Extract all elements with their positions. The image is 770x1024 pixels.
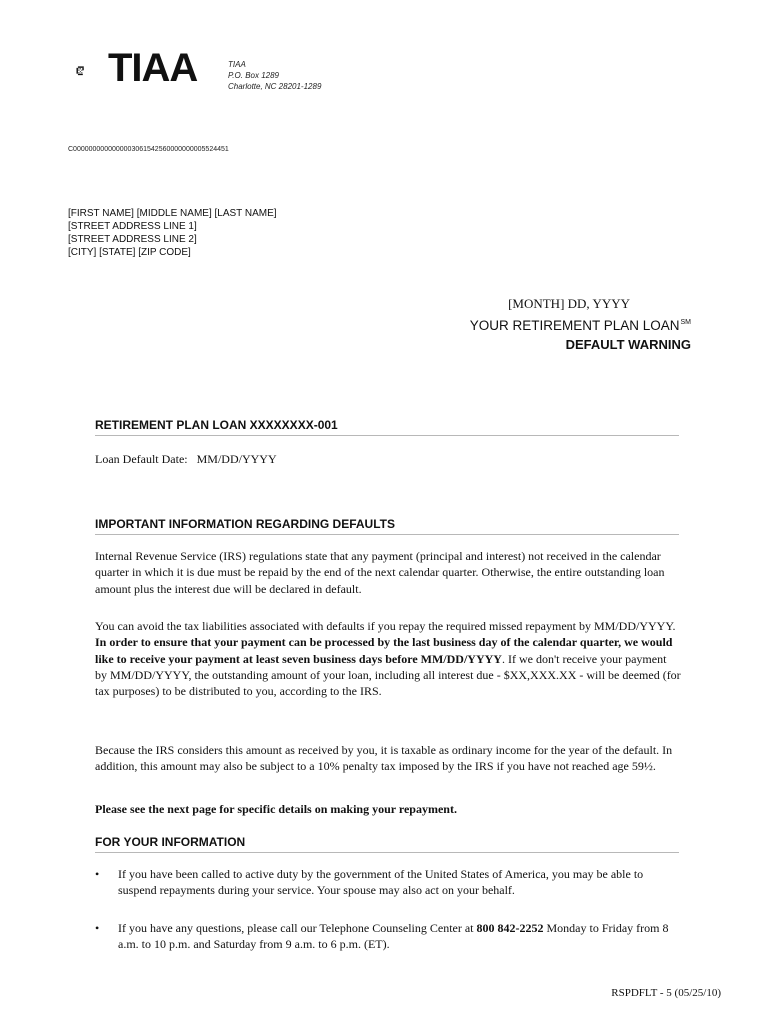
para2-text-a: You can avoid the tax liabilities associated with defaults if you repay the required missed repayment by MM/DD/YYYY. — [95, 619, 676, 633]
recipient-line: [STREET ADDRESS LINE 2] — [68, 234, 197, 245]
bullet-icon: • — [95, 867, 100, 881]
loan-default-date — [95, 451, 681, 467]
default-date-value: MM/DD/YYYY — [196, 452, 277, 466]
bullet-text — [118, 920, 681, 953]
important-para-2 — [95, 618, 681, 699]
return-address-line: P.O. Box 1289 — [228, 71, 279, 80]
phone-number: 800 842-2252 — [476, 921, 544, 935]
para2-text-bold: In order to ensure that your payment can be processed by the last business day of the calendar quarter, we would like to receive your payment at least seven business days before MM/DD/YYYY — [95, 635, 673, 666]
info-section-heading: FOR YOUR INFORMATION — [95, 835, 679, 853]
loan-section-heading: RETIREMENT PLAN LOAN XXXXXXXX-001 — [95, 418, 679, 436]
important-para-1: Internal Revenue Service (IRS) regulations state that any payment (principal and interest) not received in the calendar quarter in which it is due must be repaid by the end of the next calendar quarter. Otherwise, the entire outstanding loan amount plus the interest due will be declared in default. — [95, 549, 665, 596]
bullet-text: If you have been called to active duty by the government of the United States of America, you may be able to suspend repayments during your service. Your spouse may also act on your behalf. — [118, 867, 644, 898]
letter-title-text: YOUR RETIREMENT PLAN LOAN — [469, 318, 680, 333]
info-bullet-2 — [95, 920, 681, 953]
return-address — [228, 59, 321, 92]
important-para-4: Please see the next page for specific details on making your repayment. — [95, 802, 457, 816]
return-address-line: Charlotte, NC 28201-1289 — [228, 82, 322, 91]
para2-text-b: . If we don't receive your payment by MM/DD/YYYY, the outstanding amount of your loan, including all interest due - $XX,XXX.XX - will be deemed (for tax purposes) to be distributed to you, according to the IRS. — [95, 651, 681, 699]
logo-wordmark: TIAA — [108, 46, 198, 90]
important-para-3: Because the IRS considers this amount as received by you, it is taxable as ordinary income for the year of the default. In addition, this amount may also be subject to a 10% penalty tax imposed by the IRS if you have not reached age 59½. — [95, 743, 673, 774]
bullet-icon: • — [95, 921, 100, 935]
return-address-line: TIAA — [228, 60, 246, 69]
info-bullet-1 — [95, 866, 681, 899]
tiaa-logo-icon — [76, 52, 110, 90]
letter-subtitle: DEFAULT WARNING — [565, 337, 691, 352]
default-date-label: Loan Default Date: — [95, 452, 188, 466]
letter-title — [470, 318, 691, 333]
important-section-heading: IMPORTANT INFORMATION REGARDING DEFAULTS — [95, 517, 679, 535]
barcode-number: C0000000000000003061542560000000005524451 — [68, 146, 229, 153]
service-mark: SM — [680, 319, 691, 326]
letter-date: [MONTH] DD, YYYY — [508, 296, 630, 311]
recipient-line: [CITY] [STATE] [ZIP CODE] — [68, 247, 191, 258]
bullet2-text-b: Monday to Friday from 8 a.m. to 10 p.m. and Saturday from 9 a.m. to 6 p.m. (ET). — [118, 921, 669, 952]
form-code-footer: RSPDFLT - 5 (05/25/10) — [611, 987, 721, 999]
bullet2-text-a: If you have any questions, please call our Telephone Counseling Center at — [118, 921, 477, 935]
recipient-line: [STREET ADDRESS LINE 1] — [68, 221, 197, 232]
recipient-address — [68, 207, 277, 259]
recipient-line: [FIRST NAME] [MIDDLE NAME] [LAST NAME] — [68, 208, 277, 219]
